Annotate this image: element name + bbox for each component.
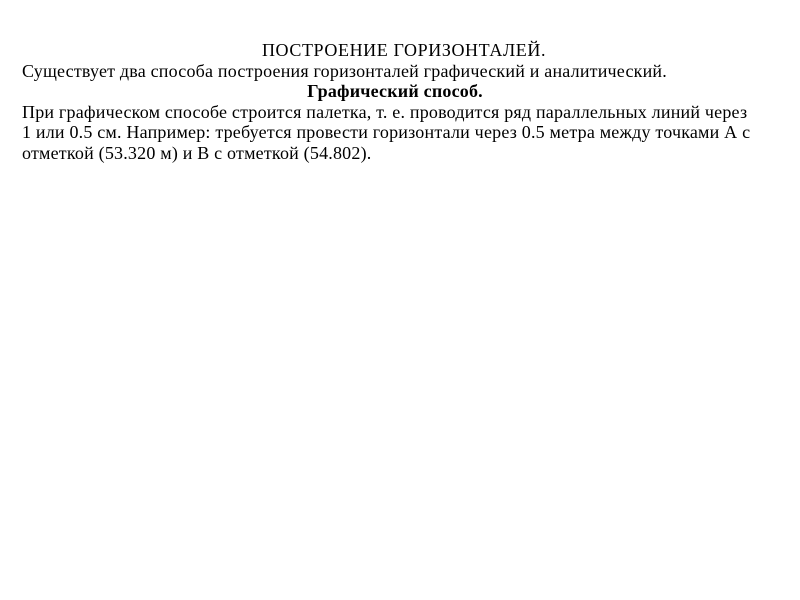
text-block (22, 40, 758, 163)
page-title: ПОСТРОЕНИЕ ГОРИЗОНТАЛЕЙ. (261, 40, 547, 60)
section-paragraph: При графическом способе строится палетка, т. е. проводится ряд параллельных линий через 1 или 0.5 см. Например: требуется провести горизонтали через 0.5 метра между точками А с отметкой (53.320 м) и В с отметкой (54.802). (22, 101, 751, 163)
intro-paragraph: Существует два способа построения горизонталей графический и аналитический. (22, 60, 667, 81)
section-heading: Графический способ. (307, 81, 483, 101)
